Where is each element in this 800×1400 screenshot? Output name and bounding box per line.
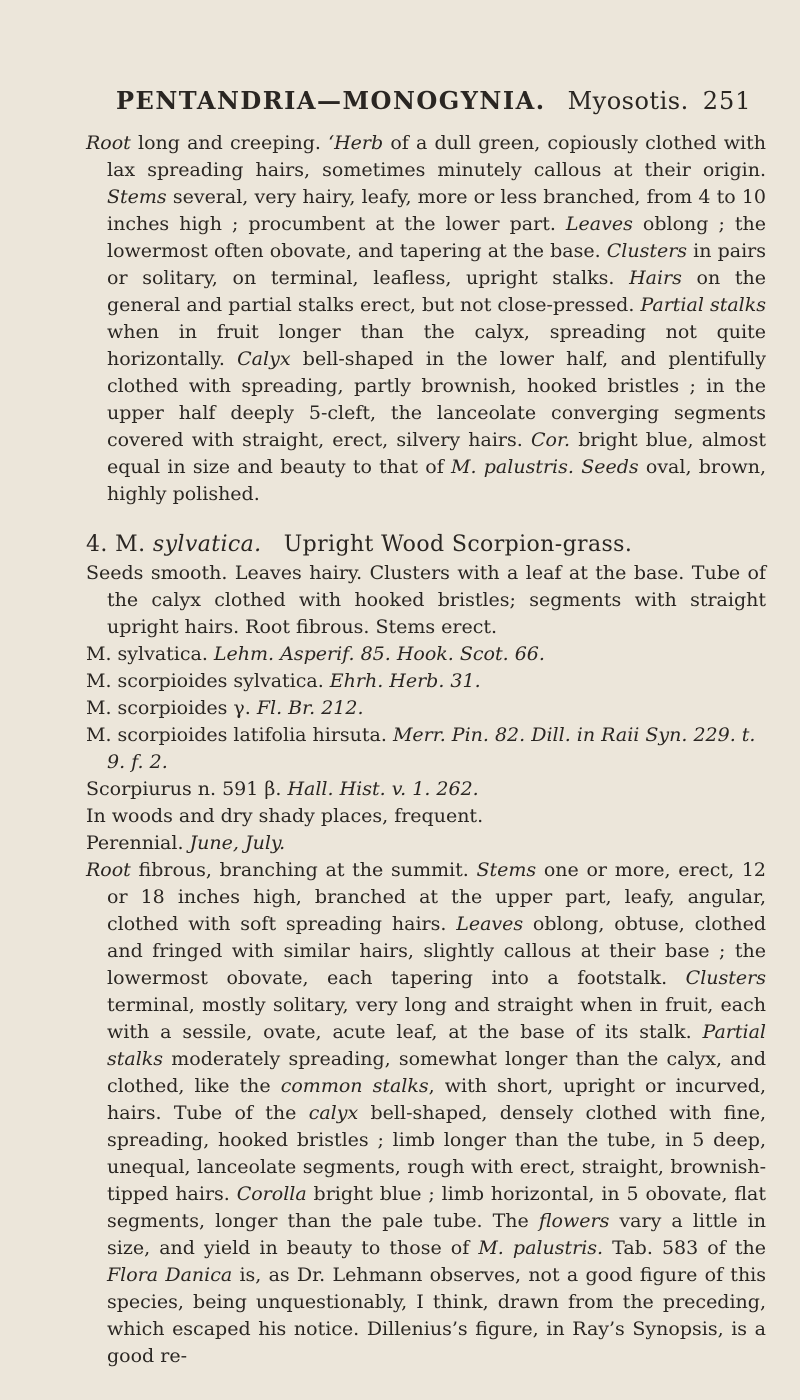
section-title: PENTANDRIA—MONOGYNIA.	[116, 86, 546, 115]
page-number: 251	[702, 87, 752, 115]
synonym-line: M. scorpioides sylvatica. Ehrh. Herb. 31.	[86, 670, 481, 692]
duration: Perennial. June, July.	[86, 832, 286, 854]
species-epithet: sylvatica.	[152, 532, 262, 557]
running-header	[86, 86, 766, 130]
genus-name: Myosotis.	[567, 87, 689, 115]
common-name: Upright Wood Scorpion-grass.	[283, 532, 633, 557]
synonym-line: M. scorpioides γ. Fl. Br. 212.	[86, 697, 364, 719]
species-3-description: Root long and creeping. ‘Herb of a dull green, copiously clothed with lax spreading hairs, sometimes minutely callous at their origin. Stems several, very hairy, leafy, more or less branched, from 4 to 10 inches high ; procumbent at the lower part. Leaves oblong ; the lowermost often obovate, and tapering at the base. Clusters in pairs or solitary, on terminal, leafless, upright stalks. Hairs on the general and partial stalks erect, but not close-pressed. Partial stalks when in fruit longer than the calyx, spreading not quite horizontally. Calyx bell-shaped in the lower half, and plentifully clothed with spreading, partly brownish, hooked bristles ; in the upper half deeply 5-cleft, the lanceolate converging segments covered with straight, erect, silvery hairs. Cor. bright blue, almost equal in size and beauty to that of M. palustris. Seeds oval, brown, highly polished.	[86, 132, 767, 505]
species-4-description: Root fibrous, branching at the summit. Stems one or more, erect, 12 or 18 inches high, branched at the upper part, leafy, angular, clothed with soft spreading hairs. Leaves oblong, obtuse, clothed and fringed with similar hairs, slightly callous at their base ; the lowermost obovate, each tapering into a footstalk. Clusters terminal, mostly solitary, very long and straight when in fruit, each with a sessile, ovate, acute leaf, at the base of its stalk. Partial stalks moderately spreading, somewhat longer than the calyx, and clothed, like the common stalks, with short, upright or incurved, hairs. Tube of the calyx bell-shaped, densely clothed with fine, spreading, hooked bristles ; limb longer than the tube, in 5 deep, unequal, lanceolate segments, rough with erect, straight, brownish-tipped hairs. Corolla bright blue ; limb horizontal, in 5 obovate, flat segments, longer than the pale tube. The flowers vary a little in size, and yield in beauty to those of M. palustris. Tab. 583 of the Flora Danica is, as Dr. Lehmann observes, not a good figure of this species, being unquestionably, I think, drawn from the preceding, which escaped his notice. Dillenius’s figure, in Ray’s Synopsis, is a good re-	[86, 859, 767, 1367]
synonym-line: M. scorpioides latifolia hirsuta. Merr. Pin. 82. Dill. in Raii Syn. 229. t. 9. f. 2.	[86, 724, 756, 773]
synonym-line: M. sylvatica. Lehm. Asperif. 85. Hook. Scot. 66.	[86, 643, 545, 665]
species-heading: 4. M. sylvatica. Upright Wood Scorpion-grass.	[86, 532, 633, 557]
synonym-line: Scorpiurus n. 591 β. Hall. Hist. v. 1. 262.	[86, 778, 479, 800]
habitat: In woods and dry shady places, frequent.	[86, 805, 484, 827]
species-diagnosis: Seeds smooth. Leaves hairy. Clusters with a leaf at the base. Tube of the calyx clothed with hooked bristles; segments with straight upright hairs. Root fibrous. Stems erect.	[86, 562, 766, 638]
